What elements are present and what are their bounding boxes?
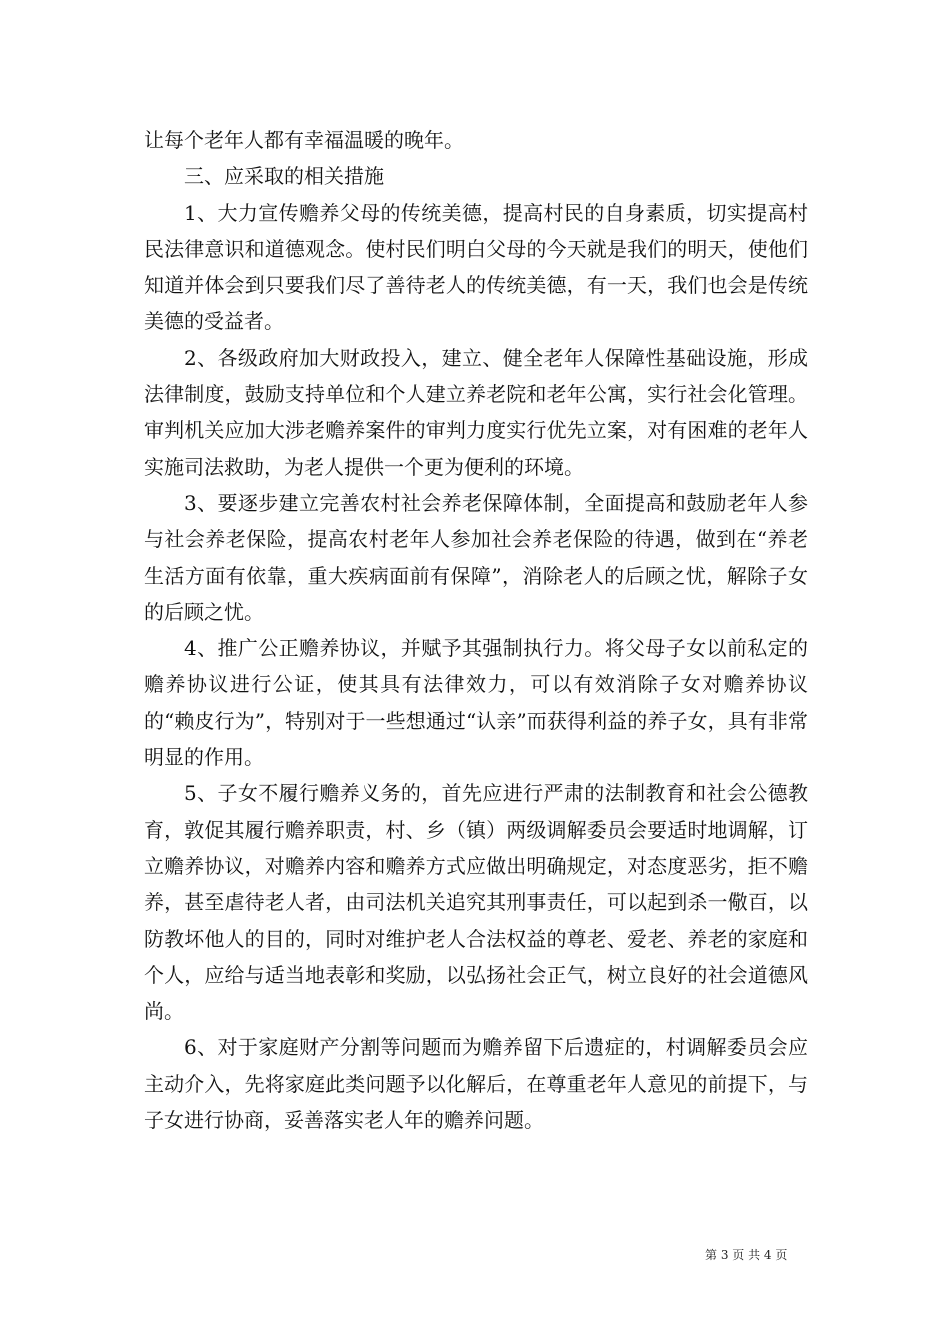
document-body <box>144 122 808 1138</box>
measure-paragraph-3: 3、要逐步建立完善农村社会养老保障体制，全面提高和鼓励老年人参与社会养老保险，提高农村老年人参加社会养老保险的待遇，做到在“养老生活方面有依靠，重大疾病面前有保障”，消除老人的后顾之忧，解除子女的后顾之忧。 <box>144 490 808 624</box>
page-number-footer: 第 3 页 共 4 页 <box>705 1248 788 1262</box>
paragraph-continuation: 让每个老年人都有幸福温暖的晚年。 <box>144 128 464 152</box>
measure-paragraph-5: 5、子女不履行赡养义务的，首先应进行严肃的法制教育和社会公德教育，敦促其履行赡养职责，村、乡（镇）两级调解委员会要适时地调解，订立赡养协议，对赡养内容和赡养方式应做出明确规定，对态度恶劣，拒不赡养，甚至虐待老人者，由司法机关追究其刑事责任，可以起到杀一儆百，以防教坏他人的目的，同时对维护老人合法权益的尊老、爱老、养老的家庭和个人，应给与适当地表彰和奖励，以弘扬社会正气，树立良好的社会道德风尚。 <box>144 781 808 1024</box>
measure-paragraph-4: 4、推广公正赡养协议，并赋予其强制执行力。将父母子女以前私定的赡养协议进行公证，使其具有法律效力，可以有效消除子女对赡养协议的“赖皮行为”，特别对于一些想通过“认亲”而获得利益的养子女，具有非常明显的作用。 <box>144 636 808 770</box>
measure-paragraph-6: 6、对于家庭财产分割等问题而为赡养留下后遗症的，村调解委员会应主动介入，先将家庭此类问题予以化解后，在尊重老年人意见的前提下，与子女进行协商，妥善落实老人年的赡养问题。 <box>144 1035 808 1133</box>
measure-paragraph-2: 2、各级政府加大财政投入，建立、健全老年人保障性基础设施，形成法律制度，鼓励支持单位和个人建立养老院和老年公寓，实行社会化管理。审判机关应加大涉老赡养案件的审判力度实行优先立案，对有困难的老年人实施司法救助，为老人提供一个更为便利的环境。 <box>144 345 808 479</box>
measure-paragraph-1: 1、大力宣传赡养父母的传统美德，提高村民的自身素质，切实提高村民法律意识和道德观念。使村民们明白父母的今天就是我们的明天，使他们知道并体会到只要我们尽了善待老人的传统美德，有一天，我们也会是传统美德的受益者。 <box>144 200 808 334</box>
section-heading: 三、应采取的相关措施 <box>184 164 384 189</box>
